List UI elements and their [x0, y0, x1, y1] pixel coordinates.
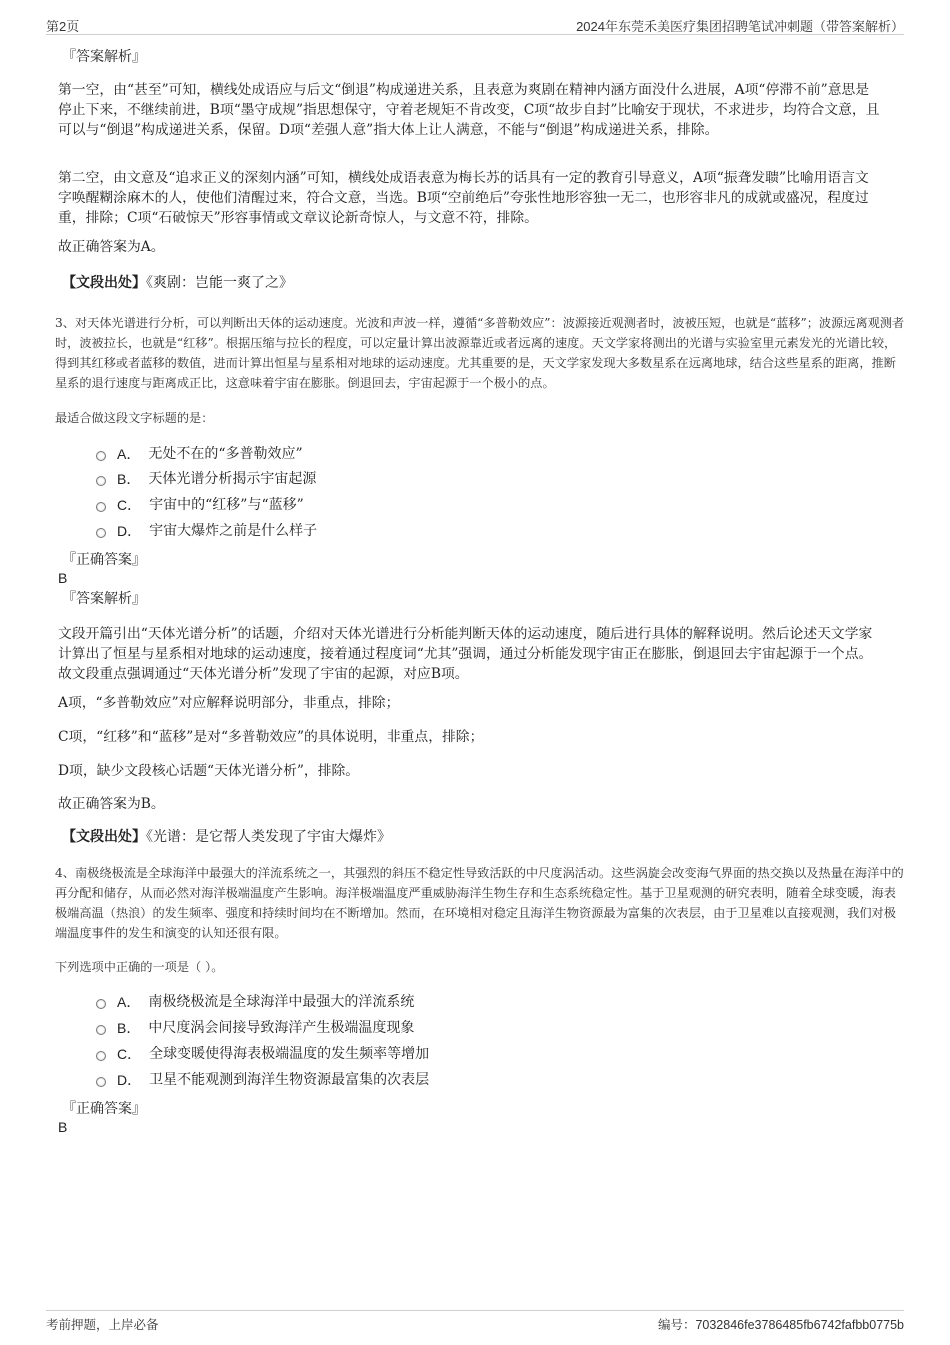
- radio-icon[interactable]: [96, 1051, 106, 1061]
- option-a[interactable]: [96, 445, 303, 463]
- option-text: 全球变暖使得海表极端温度的发生频率等增加: [149, 1046, 430, 1062]
- footer-slogan: 考前押题，上岸必备: [46, 1318, 159, 1332]
- analysis-label: 『答案解析』: [62, 591, 146, 607]
- radio-icon[interactable]: [96, 451, 106, 461]
- analysis-paragraph: 第二空，由文意及“追求正义的深刻内涵”可知，横线处成语表意为梅长苏的话具有一定的教育引导意义，A项“振聋发聩”比喻用语言文字唤醒糊涂麻木的人，使他们清醒过来，符合文意，当选。B项“空前绝后”夸张性地形容独一无二，也形容非凡的成就或盛况，程度过重，排除；C项“石破惊天”形容事情或文章议论新奇惊人，与文意不符，排除。: [58, 170, 869, 226]
- analysis-paragraph: 文段开篇引出“天体光谱分析”的话题，介绍对天体光谱进行分析能判断天体的运动速度，随后进行具体的解释说明。然后论述天文学家计算出了恒星与星系相对地球的运动速度，接着通过程度词“尤其”强调，通过分析能发现宇宙正在膨胀，倒退回去宇宙起源于一个点。故文段重点强调通过“天体光谱分析”发现了宇宙的起源，对应B项。: [58, 626, 873, 682]
- radio-icon[interactable]: [96, 502, 106, 512]
- page-footer: [46, 1310, 904, 1333]
- option-key: C．: [117, 497, 142, 513]
- source-title: 《爽剧：岂能一爽了之》: [146, 275, 293, 291]
- option-d[interactable]: [96, 522, 317, 540]
- option-key: A．: [117, 446, 141, 462]
- radio-icon[interactable]: [96, 528, 106, 538]
- correct-answer-label: 『正确答案』: [62, 552, 146, 568]
- option-key: A．: [117, 994, 141, 1010]
- source-label: 【文段出处】: [62, 829, 146, 845]
- page-header: [46, 14, 904, 35]
- option-text: 宇宙中的“红移”与“蓝移”: [149, 497, 304, 513]
- correct-answer: B: [58, 570, 68, 586]
- document-id: 编号：7032846fe3786485fb6742fafbb0775b: [657, 1318, 904, 1332]
- question-passage: 3、对天体光谱进行分析，可以判断出天体的运动速度。光波和声波一样，遵循“多普勒效应”：波源接近观测者时，波被压短，也就是“蓝移”；波源远离观测者时，波被拉长，也就是“红移”。根据压缩与拉长的程度，可以定量计算出波源靠近或者远离的速度。天文学家将测出的光谱与实验室里元素发光的光谱比较，得到其红移或者蓝移的数值，进而计算出恒星与星系相对地球的运动速度。尤其重要的是，天文学家发现大多数星系在远离地球，结合这些星系的距离，推断星系的退行速度与距离成正比，这意味着宇宙在膨胀。倒退回去，宇宙起源于一个极小的点。: [55, 316, 905, 390]
- answer-conclusion: 故正确答案为A。: [58, 239, 165, 255]
- question-passage: 4、南极绕极流是全球海洋中最强大的洋流系统之一，其强烈的斜压不稳定性导致活跃的中尺度涡活动。这些涡旋会改变海气界面的热交换以及热量在海洋中的再分配和储存，从而必然对海洋极端温度产生影响。海洋极端温度严重威胁海洋生物生存和生态系统稳定性。基于卫星观测的研究表明，随着全球变暖，海表极端高温（热浪）的发生频率、强度和持续时间均在不断增加。然而，在环境相对稳定且海洋生物资源最为富集的次表层，由于卫星难以直接观测，我们对极端温度事件的发生和演变的认知还很有限。: [55, 866, 904, 940]
- option-c[interactable]: [96, 1045, 429, 1063]
- answer-conclusion: 故正确答案为B。: [58, 796, 165, 812]
- option-key: B．: [117, 1020, 141, 1036]
- option-text: 卫星不能观测到海洋生物资源最富集的次表层: [149, 1072, 430, 1088]
- analysis-paragraph: C项，“红移”和“蓝移”是对“多普勒效应”的具体说明，非重点，排除；: [58, 729, 484, 745]
- option-key: C．: [117, 1046, 142, 1062]
- correct-answer: B: [58, 1119, 68, 1135]
- option-d[interactable]: [96, 1071, 429, 1089]
- analysis-paragraph: 第一空，由“甚至”可知，横线处成语应与后文“倒退”构成递进关系，且表意为爽剧在精神内涵方面没什么进展，A项“停滞不前”意思是停止下来，不继续前进，B项“墨守成规”指思想保守，守着老规矩不肯改变，C项“故步自封”比喻安于现状，不求进步，均符合文意，且可以与“倒退”构成递进关系，保留。D项“差强人意”指大体上让人满意，不能与“倒退”构成递进关系，排除。: [58, 82, 880, 138]
- source-title: 《光谱：是它帮人类发现了宇宙大爆炸》: [146, 829, 391, 845]
- document-title: 2024年东莞禾美医疗集团招聘笔试冲刺题（带答案解析）: [576, 19, 904, 34]
- analysis-paragraph: A项，“多普勒效应”对应解释说明部分，非重点，排除；: [58, 695, 400, 711]
- radio-icon[interactable]: [96, 1025, 106, 1035]
- option-a[interactable]: [96, 993, 414, 1011]
- option-key: D．: [117, 1072, 142, 1088]
- option-b[interactable]: [96, 1019, 414, 1037]
- option-key: B．: [117, 471, 141, 487]
- source-citation: [62, 827, 391, 847]
- radio-icon[interactable]: [96, 1077, 106, 1087]
- option-c[interactable]: [96, 496, 304, 514]
- option-text: 天体光谱分析揭示宇宙起源: [148, 471, 317, 487]
- analysis-paragraph: D项，缺少文段核心话题“天体光谱分析”，排除。: [58, 763, 360, 779]
- option-text: 无处不在的“多普勒效应”: [148, 446, 303, 462]
- source-citation: [62, 273, 293, 293]
- option-text: 中尺度涡会间接导致海洋产生极端温度现象: [148, 1020, 415, 1036]
- option-b[interactable]: [96, 470, 316, 488]
- radio-icon[interactable]: [96, 999, 106, 1009]
- question-stem: 最适合做这段文字标题的是：: [55, 411, 214, 425]
- option-text: 南极绕极流是全球海洋中最强大的洋流系统: [148, 994, 415, 1010]
- option-key: D．: [117, 523, 142, 539]
- page-number: 第2页: [46, 19, 80, 34]
- question-stem: 下列选项中正确的一项是（ ）。: [55, 960, 224, 974]
- option-text: 宇宙大爆炸之前是什么样子: [149, 523, 318, 539]
- correct-answer-label: 『正确答案』: [62, 1101, 146, 1117]
- source-label: 【文段出处】: [62, 275, 146, 291]
- analysis-label: 『答案解析』: [62, 49, 146, 65]
- radio-icon[interactable]: [96, 476, 106, 486]
